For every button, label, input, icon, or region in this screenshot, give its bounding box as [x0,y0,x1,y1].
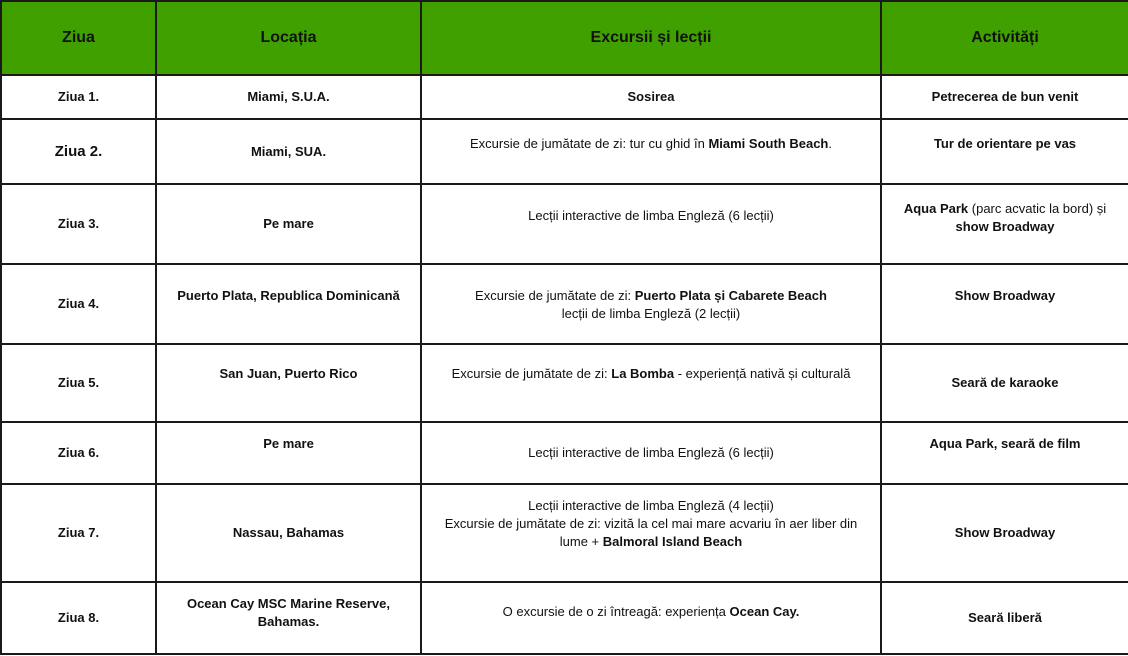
header-location: Locația [156,1,421,75]
excursions-text: . [828,136,832,151]
excursions-text: Lecții interactive de limba Engleză (6 lecții) [528,208,774,223]
table-row [1,264,1128,344]
table-row [1,75,1128,119]
day-cell: Ziua 1. [1,75,156,119]
excursions-text: La Bomba [611,366,675,381]
activities-cell [881,422,1128,484]
location-cell: Nassau, Bahamas [156,484,421,582]
activities-text: Seară liberă [968,610,1042,625]
table-row [1,484,1128,582]
day-cell: Ziua 8. [1,582,156,654]
excursions-text: Puerto Plata și Cabarete Beach [634,288,827,303]
table-row [1,582,1128,654]
excursions-text: Miami South Beach [708,136,829,151]
excursions-text: Excursie de jumătate de zi: tur cu ghid în [469,136,709,151]
activities-text: Show Broadway [954,288,1056,303]
header-day: Ziua [1,1,156,75]
excursions-cell [421,75,881,119]
day-cell: Ziua 2. [1,119,156,184]
day-cell: Ziua 6. [1,422,156,484]
table-row [1,344,1128,422]
excursions-cell [421,422,881,484]
header-activities: Activități [881,1,1128,75]
activities-cell [881,484,1128,582]
activities-text: Show Broadway [954,525,1056,540]
excursions-text: lecții de limba Engleză (2 lecții) [561,306,741,321]
excursions-text: Excursie de jumătate de zi: [451,366,612,381]
excursions-cell [421,582,881,654]
table-row [1,184,1128,264]
excursions-text: Excursie de jumătate de zi: [475,288,635,303]
activities-cell [881,344,1128,422]
activities-cell [881,119,1128,184]
excursions-text: Excursie de jumătate de zi: vizită la cel mai mare acvariu în aer liber din lume + [444,516,858,549]
activities-cell [881,264,1128,344]
activities-text: show Broadway [955,219,1055,234]
activities-text: Tur de orientare pe vas [933,136,1077,151]
location-cell: Miami, S.U.A. [156,75,421,119]
location-cell: Puerto Plata, Republica Dominicană [156,264,421,344]
table-row [1,119,1128,184]
excursions-cell [421,184,881,264]
activities-cell [881,75,1128,119]
location-cell: San Juan, Puerto Rico [156,344,421,422]
header-row [1,1,1128,75]
excursions-cell [421,119,881,184]
day-cell: Ziua 4. [1,264,156,344]
table-row [1,422,1128,484]
location-cell: Ocean Cay MSC Marine Reserve, Bahamas. [156,582,421,654]
excursions-cell [421,344,881,422]
day-cell: Ziua 7. [1,484,156,582]
activities-text: (parc acvatic la bord) și [968,201,1107,216]
activities-text: Petrecerea de bun venit [931,89,1079,104]
excursions-text: Lecții interactive de limba Engleză (4 lecții) [528,498,774,513]
activities-text: Seară de karaoke [951,375,1059,390]
location-cell: Pe mare [156,422,421,484]
excursions-cell [421,264,881,344]
header-excursions: Excursii și lecții [421,1,881,75]
excursions-text: Sosirea [627,89,675,104]
excursions-text: Lecții interactive de limba Engleză (6 lecții) [528,445,774,460]
day-cell: Ziua 3. [1,184,156,264]
activities-text: Aqua Park, seară de film [929,436,1081,451]
excursions-text: O excursie de o zi întreagă: experiența [502,604,730,619]
excursions-text: - experiență nativă și culturală [674,366,851,381]
excursions-text: Balmoral Island Beach [602,534,743,549]
day-cell: Ziua 5. [1,344,156,422]
excursions-text: Ocean Cay. [729,604,800,619]
location-cell: Pe mare [156,184,421,264]
activities-cell [881,184,1128,264]
activities-text: Aqua Park [903,201,969,216]
location-cell: Miami, SUA. [156,119,421,184]
activities-cell [881,582,1128,654]
excursions-cell [421,484,881,582]
